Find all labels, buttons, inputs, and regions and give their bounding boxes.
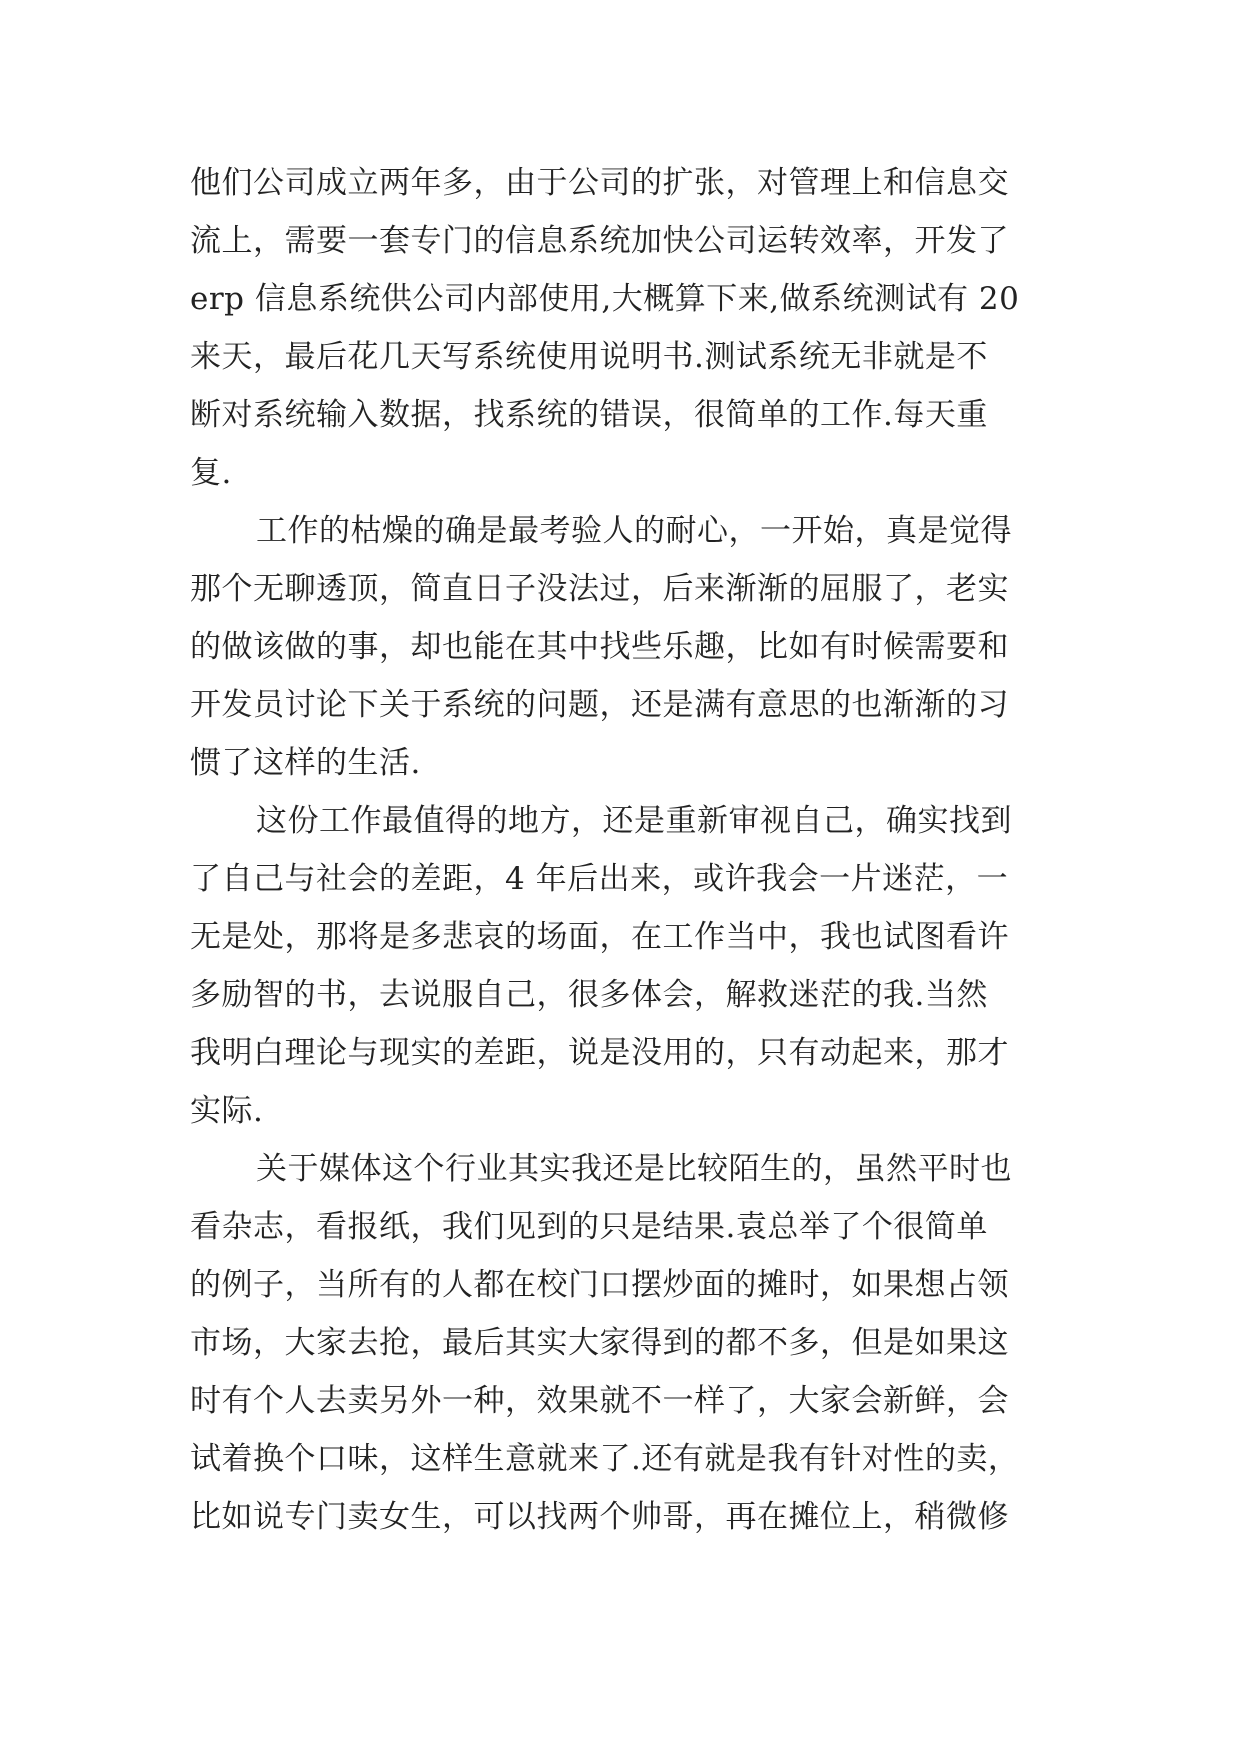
- text-line: 看杂志，看报纸，我们见到的只是结果.袁总举了个很简单: [190, 1209, 988, 1245]
- text-line: 实际.: [190, 1093, 264, 1129]
- text-line: 的例子，当所有的人都在校门口摆炒面的摊时，如果想占领: [190, 1267, 1009, 1303]
- text-line: 复.: [190, 455, 232, 491]
- text-line: 市场，大家去抢，最后其实大家得到的都不多，但是如果这: [190, 1325, 1009, 1361]
- text-line: 他们公司成立两年多，由于公司的扩张，对管理上和信息交: [190, 165, 1009, 201]
- text-line: 了自己与社会的差距，4 年后出来，或许我会一片迷茫，一: [190, 861, 1009, 897]
- text-line: 关于媒体这个行业其实我还是比较陌生的，虽然平时也: [256, 1151, 1012, 1187]
- text-line: 工作的枯燥的确是最考验人的耐心，一开始，真是觉得: [256, 513, 1012, 549]
- text-line: 断对系统输入数据，找系统的错误，很简单的工作.每天重: [190, 397, 988, 433]
- text-line: 这份工作最值得的地方，还是重新审视自己，确实找到: [256, 803, 1012, 839]
- text-line: 无是处，那将是多悲哀的场面，在工作当中，我也试图看许: [190, 919, 1009, 955]
- text-line: 我明白理论与现实的差距，说是没用的，只有动起来，那才: [190, 1035, 1009, 1071]
- text-line: 来天，最后花几天写系统使用说明书.测试系统无非就是不: [190, 339, 988, 375]
- text-line: 那个无聊透顶，简直日子没法过，后来渐渐的屈服了，老实: [190, 571, 1009, 607]
- text-line: 惯了这样的生活.: [190, 745, 421, 781]
- text-line: 时有个人去卖另外一种，效果就不一样了，大家会新鲜，会: [190, 1383, 1009, 1419]
- text-line: 开发员讨论下关于系统的问题，还是满有意思的也渐渐的习: [190, 687, 1009, 723]
- text-line: 的做该做的事，却也能在其中找些乐趣，比如有时候需要和: [190, 629, 1009, 665]
- text-line: 试着换个口味，这样生意就来了.还有就是我有针对性的卖，: [190, 1441, 1020, 1477]
- text-line: 多励智的书，去说服自己，很多体会，解救迷茫的我.当然: [190, 977, 988, 1013]
- text-line: erp 信息系统供公司内部使用,大概算下来,做系统测试有 20: [190, 281, 1020, 317]
- text-line: 比如说专门卖女生，可以找两个帅哥，再在摊位上，稍微修: [190, 1499, 1009, 1535]
- text-line: 流上，需要一套专门的信息系统加快公司运转效率，开发了: [190, 223, 1009, 259]
